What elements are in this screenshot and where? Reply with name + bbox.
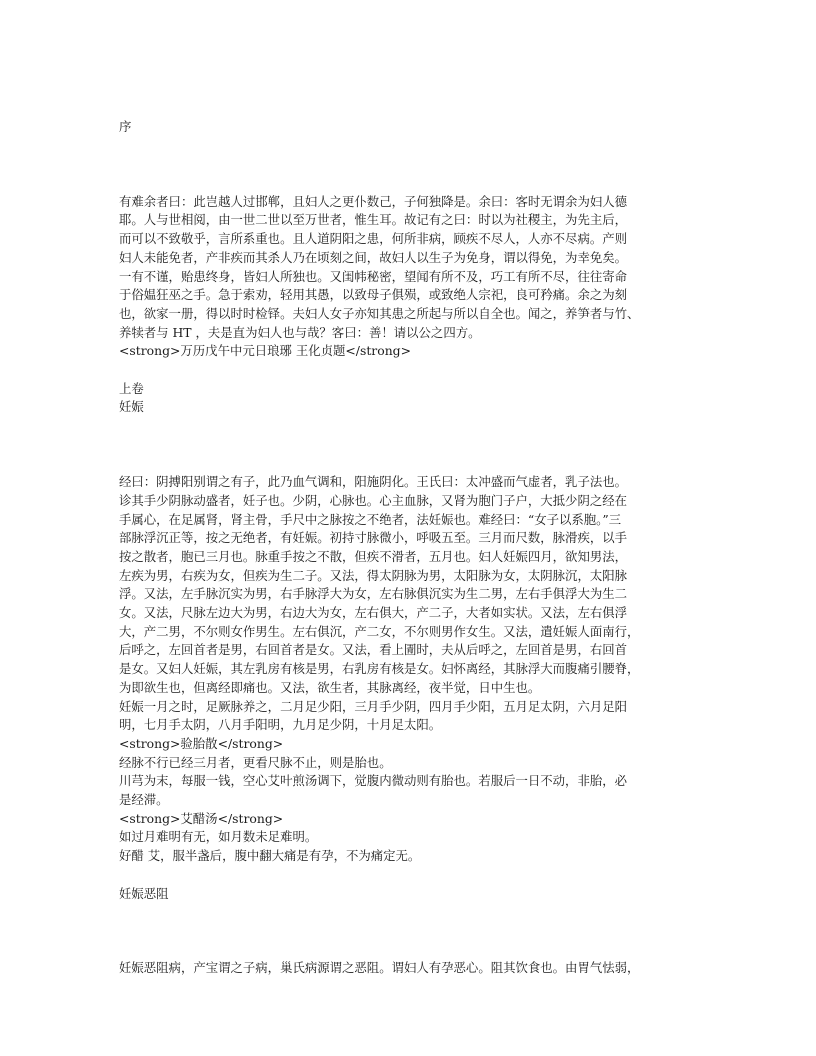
text-line: 诊其手少阴脉动盛者，妊子也。少阴，心脉也。心主血脉，又肾为胞门子户，大抵少阴之经在	[119, 492, 628, 508]
text-line: 为即欲生也，但离经即痛也。又法，欲生者，其脉离经，夜半觉，日中生也。	[119, 679, 541, 695]
text-line: 而可以不致敬乎，言所系重也。且人道阴阳之患，何所非病，顾疾不尽人，人亦不尽病。产则	[119, 231, 628, 247]
text-line: 女。又法，尺脉左边大为男，右边大为女，左右俱大，产二子，大者如实状。又法，左右俱浮	[119, 605, 628, 621]
spacer	[119, 361, 699, 380]
text-line: 妊娠恶阻病，产宝谓之子病，巢氏病源谓之恶阻。谓妇人有孕恶心。阻其饮食也。由胃气怯弱，	[119, 960, 640, 976]
document-body	[119, 118, 699, 978]
spacer	[119, 417, 699, 473]
section-heading-pregnancy: 妊娠	[119, 399, 144, 415]
text-line: 经曰：阴搏阳别谓之有子，此乃血气调和，阳施阴化。王氏曰：太冲盛而气虚者，乳子法也。	[119, 474, 628, 490]
text-line: 经脉不行已经三月者，更看尺脉不止，则是胎也。	[119, 754, 392, 770]
text-line: 也，欲家一册，得以时时检铎。夫妇人女子亦知其患之所起与所以自全也。闻之，养笋者与竹、	[119, 305, 640, 321]
text-line: 川芎为末，每服一钱，空心艾叶煎汤调下，觉腹内微动则有胎也。若服后一日不动，非胎，必	[119, 773, 628, 789]
section-pregnancy-body	[119, 473, 699, 866]
text-line: 耶。人与世相阅，由一世二世以至万世者，惟生耳。故记有之曰：时以为社稷主，为先主后，	[119, 212, 628, 228]
text-line: 妊娠一月之时，足厥脉养之，二月足少阳，三月手少阴，四月手少阳，五月足太阴，六月足阳	[119, 698, 628, 714]
section-heading-morning-sickness: 妊娠恶阻	[119, 885, 169, 901]
text-line: 妇人未能免者，产非疾而其杀人乃在顷刻之间，故妇人以生子为免身，谓以得免，为幸免矣。	[119, 249, 628, 265]
spacer	[119, 903, 699, 959]
text-line: 明，七月手太阴，八月手阳明，九月足少阴，十月足太阳。	[119, 717, 442, 733]
volume-label: 上卷	[119, 380, 144, 396]
text-line: 有难余者曰：此岂越人过邯郸，且妇人之更仆数己，子何独降是。余曰：客时无谓余为妇人德	[119, 193, 628, 209]
formula-title: <strong>验胎散</strong>	[119, 735, 284, 751]
text-line: 左疾为男，右疾为女，但疾为生二子。又法，得太阴脉为男，太阳脉为女，太阴脉沉，太阳脉	[119, 567, 628, 583]
preface-heading: 序	[119, 119, 132, 134]
text-line: 一有不谨，贻患终身，皆妇人所独也。又闺帏秘密，望闻有所不及，巧工有所不尽，往往寄命	[119, 268, 628, 284]
text-line: 手属心，在足属肾，肾主骨，手尺中之脉按之不绝者，法妊娠也。难经曰：“女子以系胞。”三	[119, 511, 622, 527]
text-line: 好醋 艾，服半盏后，腹中翻大痛是有孕，不为痛定无。	[119, 848, 421, 864]
text-line: 养犊者与 HT ，夫是直为妇人也与哉？客曰：善！请以公之四方。	[119, 324, 481, 340]
text-line: 按之散者，胞已三月也。脉重手按之不散，但疾不滑者，五月也。妇人妊娠四月，欲知男法，	[119, 548, 628, 564]
section-morning-sickness-body	[119, 959, 699, 978]
formula-title: <strong>艾醋汤</strong>	[119, 810, 284, 826]
text-line: 如过月难明有无，如月数未足难明。	[119, 829, 318, 845]
preface-signature: <strong>万历戊午中元日琅琊 王化贞题</strong>	[119, 343, 411, 359]
text-line: 浮。又法，左手脉沉实为男，右手脉浮大为女，左右脉俱沉实为生二男，左右手俱浮大为生二	[119, 586, 628, 602]
spacer	[119, 866, 699, 885]
text-line: 是经滞。	[119, 792, 169, 808]
spacer	[119, 137, 699, 193]
text-line: 大，产二男，不尔则女作男生。左右俱沉，产二女，不尔则男作女生。又法，遣妊娠人面南行，	[119, 623, 640, 639]
text-line: 部脉浮沉正等，按之无绝者，有妊娠。初持寸脉微小，呼吸五至。三月而尺数，脉滑疾，以手	[119, 530, 628, 546]
text-line: 后呼之，左回首者是男，右回首者是女。又法，看上圊时，夫从后呼之，左回首是男，右回首	[119, 642, 628, 658]
text-line: 于俗媪狂巫之手。急于索劝，轻用其愚，以致母子俱殒，或致绝人宗祀，良可矜痛。余之为刻	[119, 287, 628, 303]
preface-paragraph	[119, 193, 699, 361]
text-line: 是女。又妇人妊娠，其左乳房有核是男，右乳房有核是女。妇怀离经，其脉浮大而腹痛引腰脊，	[119, 661, 640, 677]
